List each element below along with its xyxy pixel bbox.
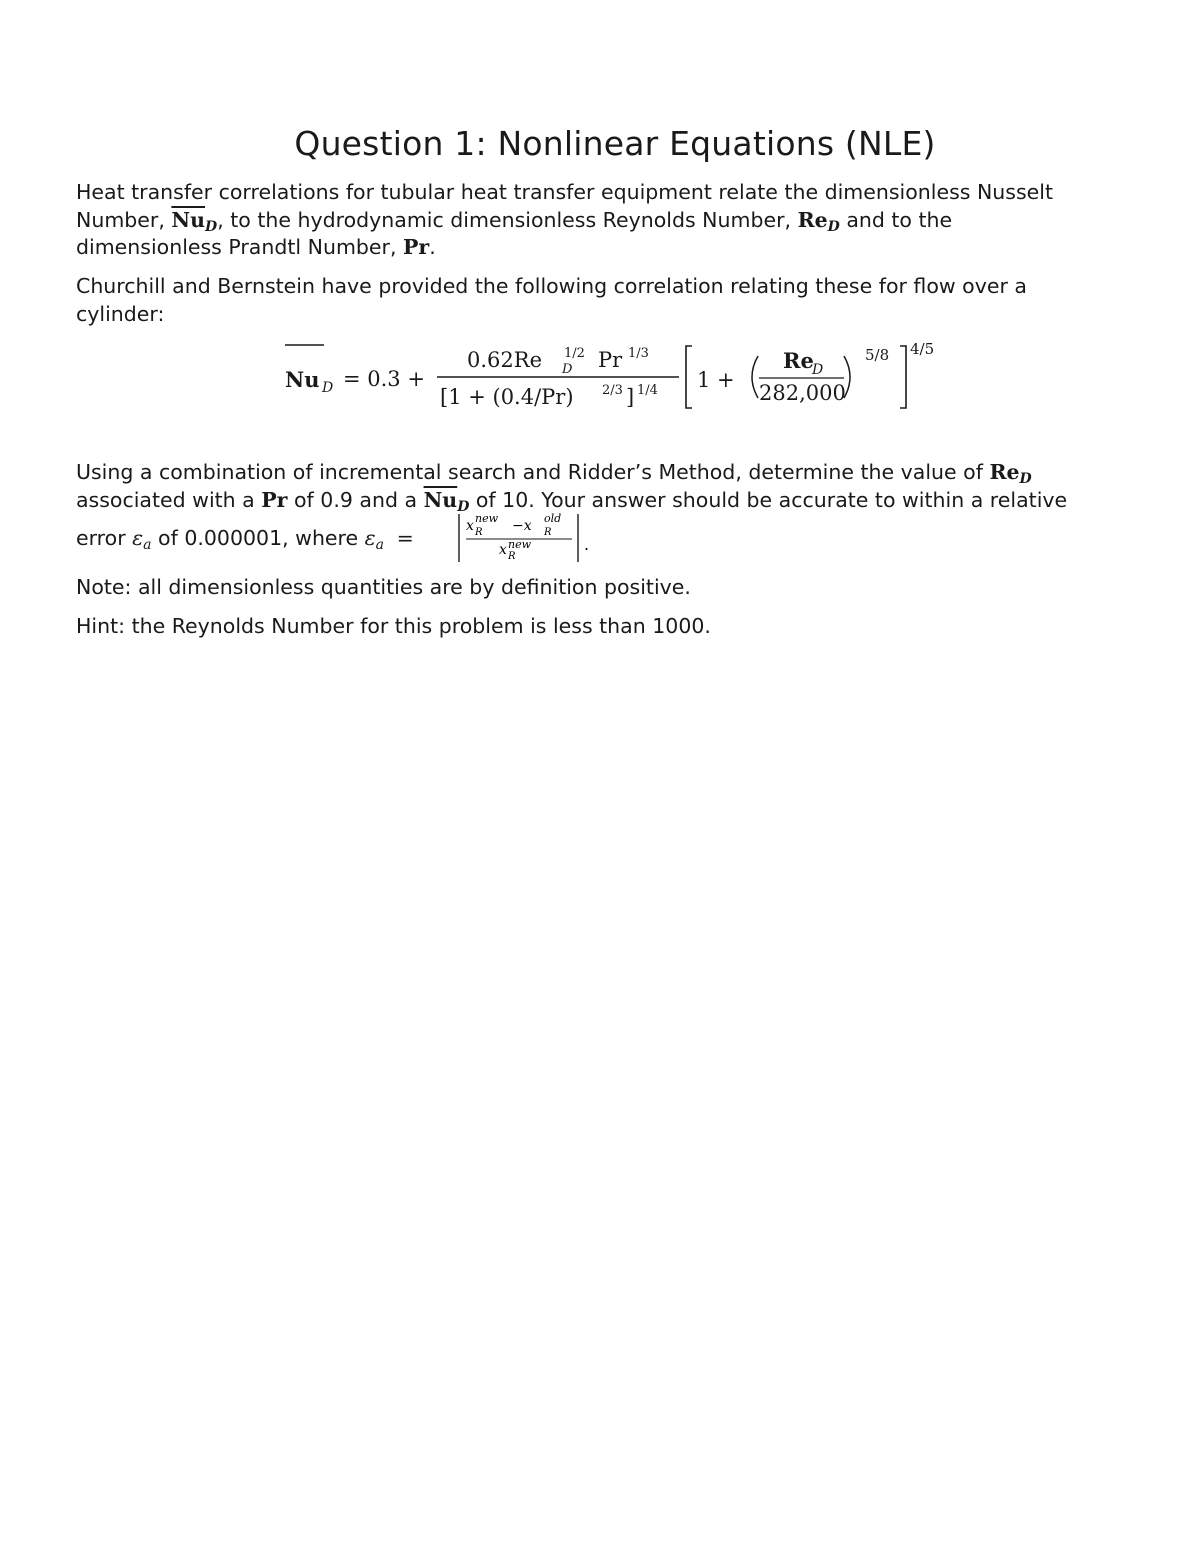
eq-denominator: [1 + (0.4/Pr) bbox=[440, 385, 574, 409]
eq-exp-5-8: 5/8 bbox=[865, 346, 890, 364]
eq-exp-4-5: 4/5 bbox=[910, 340, 935, 358]
eq-constant: = 0.3 + bbox=[343, 367, 425, 391]
eq-re: Re bbox=[783, 348, 814, 373]
task-text: of 0.9 and a bbox=[287, 487, 424, 512]
task-paragraph bbox=[76, 459, 1146, 514]
relative-error-formula bbox=[452, 508, 612, 568]
task-text: Using a combination of incremental search and Ridder’s Method, determine the value of bbox=[76, 460, 990, 484]
intro-text: . bbox=[429, 235, 436, 259]
eq-numerator-sub: D bbox=[562, 362, 573, 377]
frac-minus-x: −x bbox=[512, 518, 532, 534]
frac-sub-r: R bbox=[475, 527, 483, 538]
eq-re-sub: D bbox=[812, 362, 824, 378]
intro-line-3 bbox=[76, 234, 1146, 262]
frac-sup-old: old bbox=[544, 512, 562, 525]
frac-den-x: x bbox=[499, 542, 507, 558]
period: . bbox=[584, 535, 590, 554]
task-text: error bbox=[76, 526, 133, 550]
eq-denominator-sup: 2/3 bbox=[602, 383, 623, 398]
eq-re-denominator: 282,000 bbox=[759, 381, 846, 405]
epsilon-symbol: $\varepsilon_a$ bbox=[364, 526, 385, 553]
reynolds-symbol: $Re_D$ bbox=[989, 460, 1032, 487]
eq-denominator-sup2: 1/4 bbox=[637, 383, 658, 398]
eq-denominator-close: ] bbox=[626, 385, 635, 409]
big-left-bracket bbox=[686, 346, 692, 408]
eq-numerator-sup: 1/2 bbox=[564, 346, 585, 361]
correlation-line-1: Churchill and Bernstein have provided the following correlation relating these for flow over a bbox=[76, 274, 1027, 298]
frac-den-sup: new bbox=[508, 538, 532, 551]
eq-numerator-coef: 0.62Re bbox=[467, 348, 542, 372]
nusselt-symbol: $\overline{Nu}_D$ bbox=[171, 207, 218, 235]
intro-text: and to the bbox=[839, 207, 953, 232]
reynolds-symbol: $Re_D$ bbox=[797, 207, 840, 235]
intro-line-1: Heat transfer correlations for tubular heat transfer equipment relate the dimensionless Nusselt bbox=[76, 180, 1053, 204]
correlation-line-2: cylinder: bbox=[76, 301, 165, 326]
prandtl-symbol: Pr bbox=[261, 487, 288, 512]
correlation-intro-paragraph bbox=[76, 273, 1146, 328]
page-title: Question 1: Nonlinear Equations (NLE) bbox=[294, 124, 936, 163]
note-line: Note: all dimensionless quantities are by definition positive. bbox=[76, 575, 691, 599]
task-text: of 0.000001, where bbox=[151, 526, 365, 550]
eq-lhs-sub: D bbox=[322, 380, 334, 396]
eq-numerator-pr-sup: 1/3 bbox=[628, 346, 649, 361]
eq-numerator-pr: Pr bbox=[598, 348, 623, 372]
frac-den-sub: R bbox=[508, 551, 516, 562]
frac-x-new: x bbox=[466, 518, 474, 534]
left-paren bbox=[752, 356, 758, 398]
epsilon-symbol: $\varepsilon_a$ bbox=[132, 526, 152, 553]
frac-sup-new: new bbox=[475, 512, 499, 525]
intro-text: , to the hydrodynamic dimensionless Reynolds Number, bbox=[217, 207, 798, 232]
eq-lhs: Nu bbox=[285, 367, 320, 392]
intro-text: Number, bbox=[76, 207, 172, 232]
right-paren bbox=[844, 356, 850, 398]
big-right-bracket bbox=[900, 346, 906, 408]
equals-sign: = bbox=[396, 526, 414, 550]
frac-sub-r: R bbox=[544, 527, 552, 538]
intro-text: dimensionless Prandtl Number, bbox=[76, 235, 404, 259]
eq-one-plus: 1 + bbox=[697, 368, 735, 392]
prandtl-symbol: Pr bbox=[403, 235, 430, 259]
nusselt-symbol: $\overline{Nu}_D$ bbox=[423, 487, 470, 515]
task-line-1 bbox=[76, 459, 1146, 487]
intro-paragraph bbox=[76, 179, 1146, 262]
task-text: associated with a bbox=[76, 487, 262, 512]
hint-line: Hint: the Reynolds Number for this problem is less than 1000. bbox=[76, 614, 711, 638]
task-text: of 10. Your answer should be accurate to within a relative bbox=[469, 487, 1068, 512]
intro-line-2 bbox=[76, 207, 1146, 235]
